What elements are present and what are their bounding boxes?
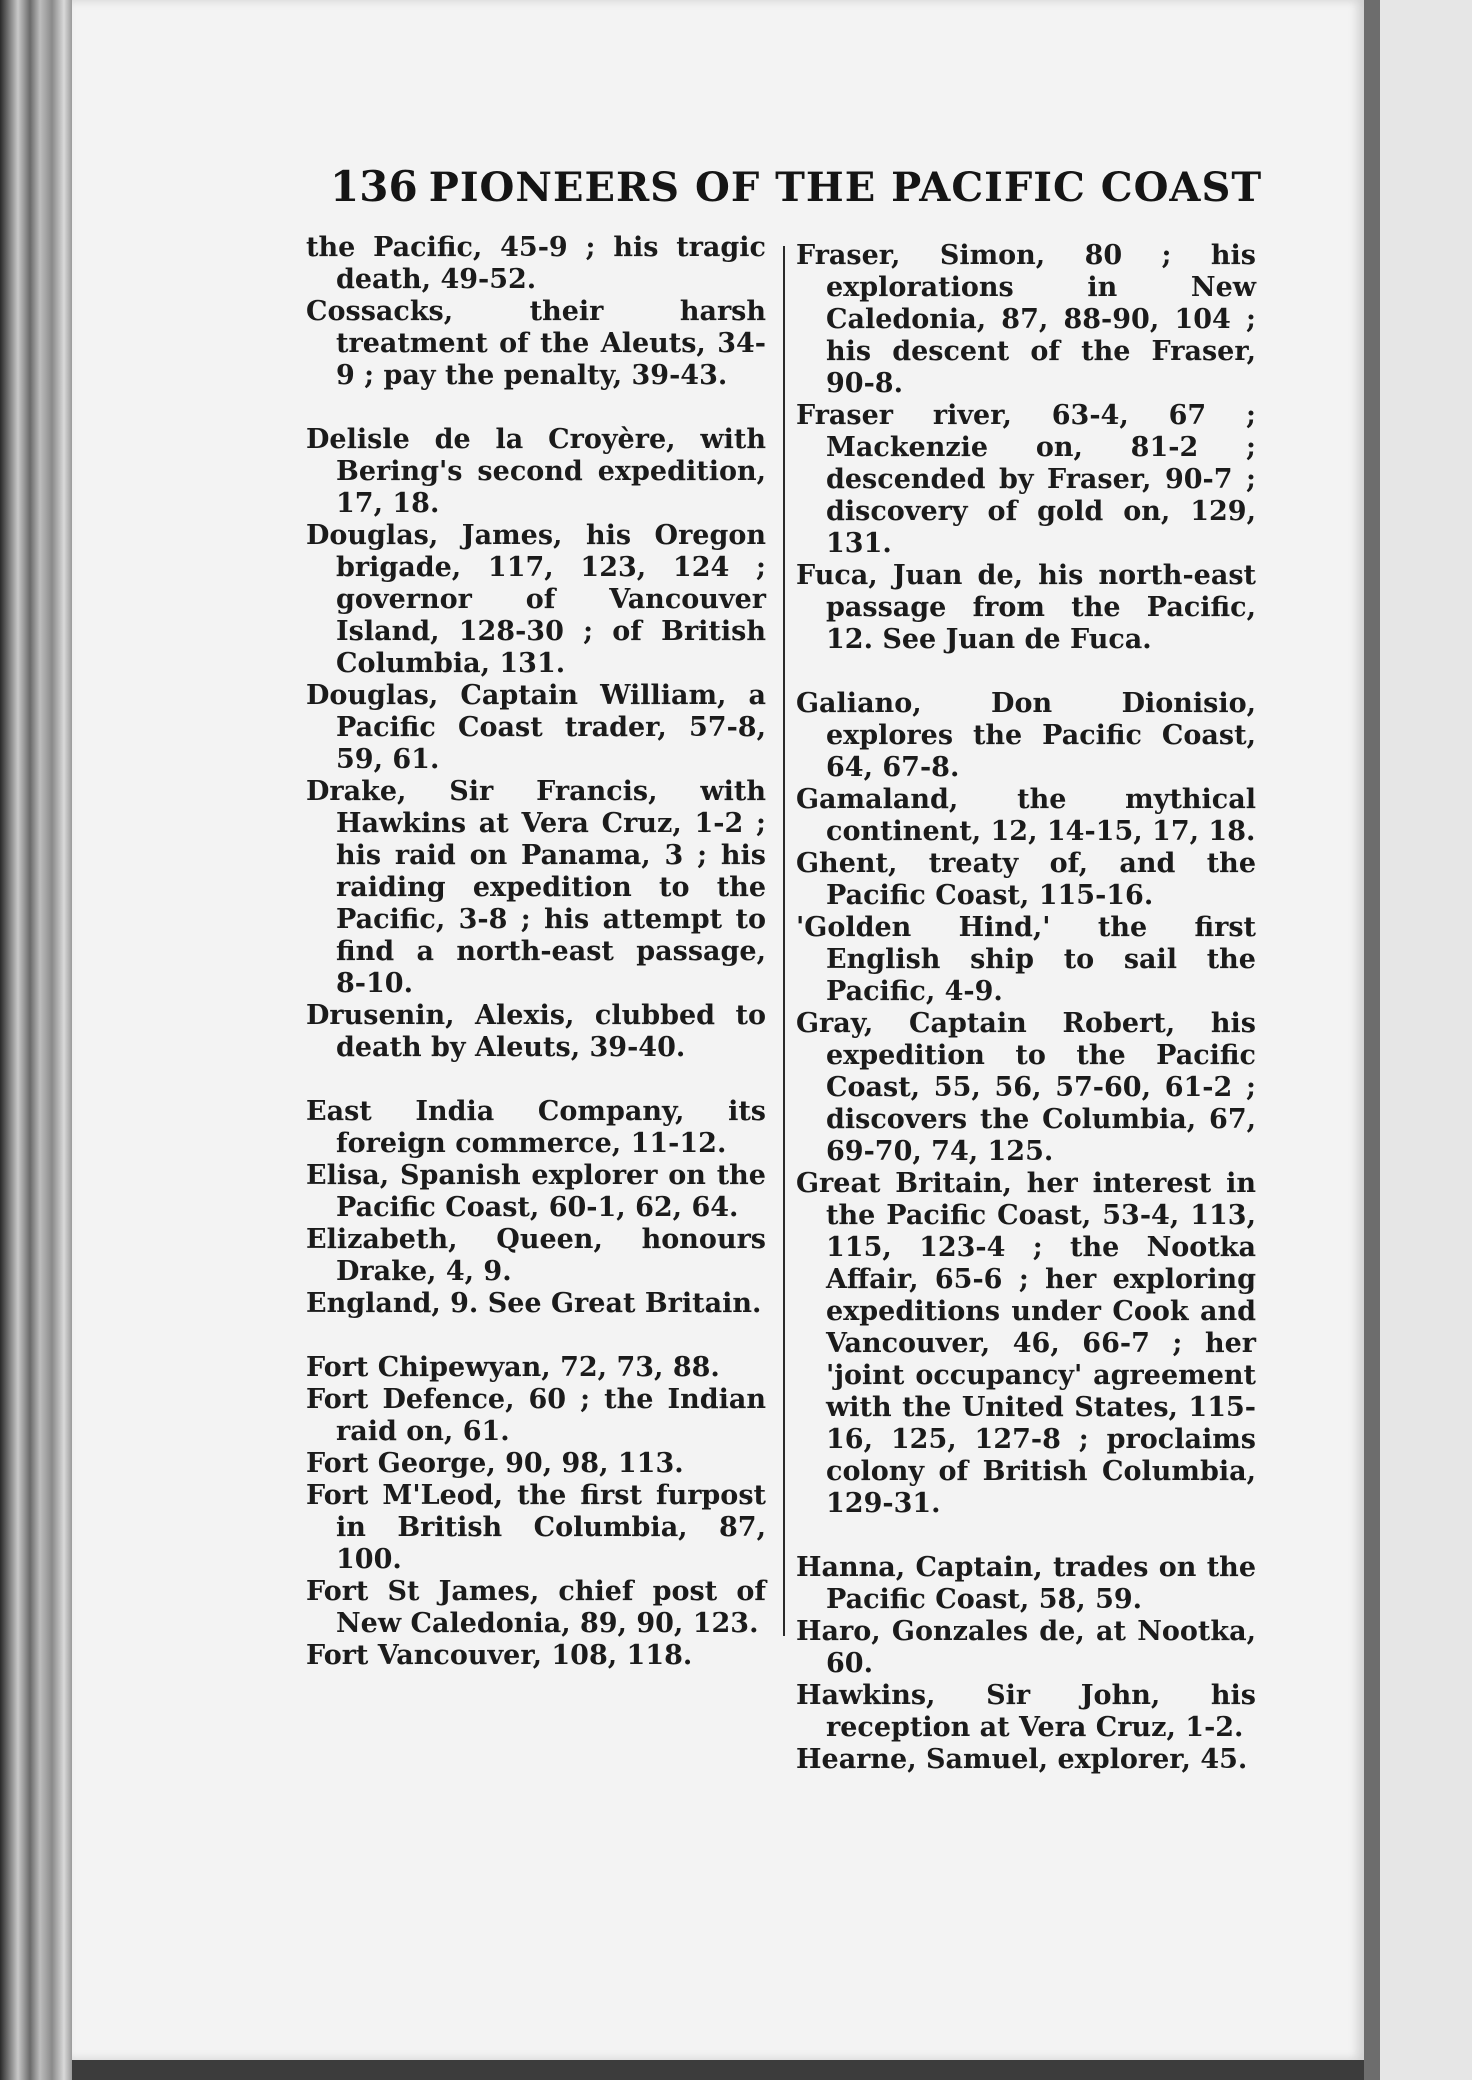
index-entry: Douglas, Captain William, a Pacific Coast trader, 57-8, 59, 61. bbox=[306, 680, 766, 775]
index-entry: Ghent, treaty of, and the Pacific Coast, 115-16. bbox=[796, 848, 1256, 911]
letter-group-gap bbox=[306, 1064, 766, 1096]
index-entry: the Pacific, 45-9 ; his tragic death, 49-52. bbox=[306, 232, 766, 295]
letter-group-gap bbox=[306, 1320, 766, 1352]
index-entry: Fort George, 90, 98, 113. bbox=[306, 1448, 684, 1479]
index-entry: Fort M'Leod, the first furpost in British Columbia, 87, 100. bbox=[306, 1480, 766, 1575]
book-binding-edge bbox=[0, 0, 72, 2080]
index-entry: Gray, Captain Robert, his expedition to the Pacific Coast, 55, 56, 57-60, 61-2 ; discovers the Columbia, 67, 69-70, 74, 125. bbox=[796, 1008, 1256, 1167]
index-entry: Elisa, Spanish explorer on the Pacific Coast, 60-1, 62, 64. bbox=[306, 1160, 766, 1223]
index-entry: Great Britain, her interest in the Pacific Coast, 53-4, 113, 115, 123-4 ; the Nootka Affair, 65-6 ; her exploring expeditions under Cook and Vancouver, 46, 66-7 ; her 'joint occupancy' agreement with the United States, 115-16, 125, 127-8 ; proclaims colony of British Columbia, 129-31. bbox=[796, 1168, 1256, 1519]
index-entry: Delisle de la Croyère, with Bering's second expedition, 17, 18. bbox=[306, 424, 766, 519]
letter-group-gap bbox=[306, 392, 766, 424]
index-entry: Fort Chipewyan, 72, 73, 88. bbox=[306, 1352, 720, 1383]
index-entry: Hearne, Samuel, explorer, 45. bbox=[796, 1744, 1248, 1775]
page-header bbox=[330, 162, 1270, 232]
index-entry: Cossacks, their harsh treatment of the Aleuts, 34-9 ; pay the penalty, 39-43. bbox=[306, 296, 766, 391]
index-entry: Fuca, Juan de, his north-east passage from the Pacific, 12. See Juan de Fuca. bbox=[796, 560, 1256, 655]
index-entry: Fort Vancouver, 108, 118. bbox=[306, 1640, 693, 1671]
page-gutter bbox=[1364, 0, 1380, 2080]
index-entry: Drusenin, Alexis, clubbed to death by Aleuts, 39-40. bbox=[306, 1000, 766, 1063]
index-entry: Gamaland, the mythical continent, 12, 14-15, 17, 18. bbox=[796, 784, 1256, 847]
column-divider bbox=[783, 246, 785, 1636]
index-entry: Fraser, Simon, 80 ; his explorations in New Caledonia, 87, 88-90, 104 ; his descent of the Fraser, 90-8. bbox=[796, 240, 1256, 399]
index-entry: Fort St James, chief post of New Caledonia, 89, 90, 123. bbox=[306, 1576, 766, 1639]
index-entry: East India Company, its foreign commerce, 11-12. bbox=[306, 1096, 766, 1159]
index-entry: Haro, Gonzales de, at Nootka, 60. bbox=[796, 1616, 1256, 1679]
index-entry: Fraser river, 63-4, 67 ; Mackenzie on, 81-2 ; descended by Fraser, 90-7 ; discovery of gold on, 129, 131. bbox=[796, 400, 1256, 559]
index-entry: Fort Defence, 60 ; the Indian raid on, 61. bbox=[306, 1384, 766, 1447]
index-entry: 'Golden Hind,' the first English ship to sail the Pacific, 4-9. bbox=[796, 912, 1256, 1007]
index-entry: Hanna, Captain, trades on the Pacific Coast, 58, 59. bbox=[796, 1552, 1256, 1615]
letter-group-gap bbox=[796, 1520, 1256, 1552]
index-entry: Hawkins, Sir John, his reception at Vera Cruz, 1-2. bbox=[796, 1680, 1256, 1743]
index-entry: Elizabeth, Queen, honours Drake, 4, 9. bbox=[306, 1224, 766, 1287]
index-entry: Douglas, James, his Oregon brigade, 117, 123, 124 ; governor of Vancouver Island, 128-30 ; of British Columbia, 131. bbox=[306, 520, 766, 679]
index-entry: Galiano, Don Dionisio, explores the Pacific Coast, 64, 67-8. bbox=[796, 688, 1256, 783]
running-title: PIONEERS OF THE PACIFIC COAST bbox=[428, 164, 1263, 211]
next-page-edge bbox=[1380, 0, 1472, 2080]
index-column-right bbox=[796, 240, 1256, 1776]
page-number: 136 bbox=[330, 162, 418, 211]
letter-group-gap bbox=[796, 656, 1256, 688]
index-column-left bbox=[306, 232, 766, 1672]
index-entry: Drake, Sir Francis, with Hawkins at Vera Cruz, 1-2 ; his raid on Panama, 3 ; his raiding expedition to the Pacific, 3-8 ; his attempt to find a north-east passage, 8-10. bbox=[306, 776, 766, 999]
index-entry: England, 9. See Great Britain. bbox=[306, 1288, 762, 1319]
